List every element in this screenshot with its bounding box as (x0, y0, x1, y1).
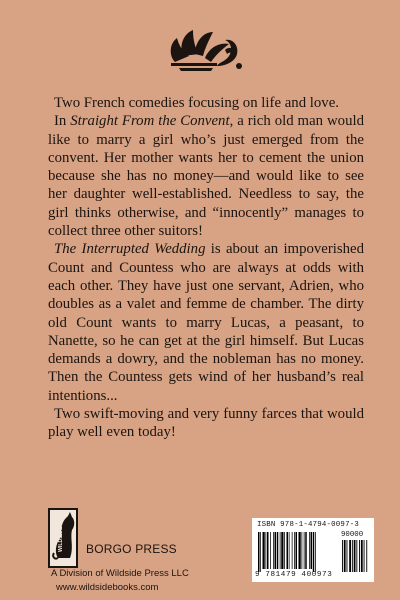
blurb-convent-text: , a rich old man would like to marry a girl who’s just emerged from the convent. Her mother wants her to cement the union because she has no money—and would like to see her daughter well-established. Needless to say, the girl thinks otherwise, and “innocently” manages to collect three other suitors! (48, 113, 364, 240)
barcode-bar (275, 532, 277, 569)
blurb-paragraph-wedding (48, 240, 364, 405)
barcode-addon-bar (342, 540, 343, 572)
barcode-bar (267, 532, 269, 569)
barcode-bar (260, 532, 261, 572)
barcode-bar (305, 532, 307, 569)
barcode-addon-bar (356, 540, 357, 572)
publisher-division: A Division of Wildside Press LLC (51, 568, 189, 579)
price-code: 90000 (341, 531, 364, 539)
barcode-bar (299, 532, 301, 569)
barcode-bar (266, 532, 267, 569)
title-straight-from-the-convent: Straight From the Convent (70, 113, 230, 130)
logo-wildside-text: WILDSIDE (58, 526, 64, 552)
barcode-addon-bar (364, 540, 365, 572)
barcode-bar (277, 532, 279, 569)
barcode-bar (289, 532, 290, 569)
blurb-paragraph-intro: Two French comedies focusing on life and love. (54, 95, 339, 111)
barcode-bar (258, 532, 260, 572)
blurb-wedding-text: is about an impoverished Count and Countess who are always at odds with each other. They have just one servant, Adrien, who doubles as a valet and femme de chamber. The dirty old Count wants to marry Lucas, a peasant, to Nanette, so he can get at the girl himself. But Lucas demands a dowry, and the nobleman has no money. Then the Countess gets wind of her husband’s real intentions... (48, 241, 364, 404)
flower-ornament-icon (165, 26, 245, 74)
barcode-bar (273, 532, 274, 569)
publisher-name: BORGO PRESS (86, 542, 177, 556)
blurb-convent-lead: In (54, 113, 71, 130)
barcode-bar (311, 532, 313, 569)
barcode-addon-bar (366, 540, 367, 572)
barcode-addon-bar (359, 540, 360, 572)
barcode-addon-bar (354, 540, 356, 572)
barcode-bar (284, 532, 285, 569)
barcode-bar (270, 532, 271, 569)
barcode-addon-bar (361, 540, 363, 572)
barcode-digits: 9 781479 400973 (255, 571, 333, 579)
barcode-addon-bar (349, 540, 351, 572)
barcode-addon-bar (352, 540, 353, 572)
barcode-bar (294, 532, 295, 569)
isbn-barcode (252, 518, 374, 582)
barcode-bar (280, 532, 281, 569)
barcode-bar (287, 532, 289, 569)
blurb-paragraph-closing: Two swift-moving and very funny farces that would play well even today! (48, 406, 364, 441)
wildside-cat-logo-icon (48, 508, 78, 568)
title-interrupted-wedding: The Interrupted Wedding (54, 241, 206, 258)
barcode-addon-bar (347, 540, 348, 572)
barcode-bar (292, 532, 293, 569)
blurb-text (48, 94, 364, 442)
barcode-bars (258, 532, 370, 572)
barcode-bar (304, 532, 305, 569)
barcode-bar (309, 532, 310, 569)
barcode-bar (281, 532, 283, 569)
publisher-website: www.wildsidebooks.com (56, 582, 159, 593)
barcode-bar (296, 532, 298, 569)
barcode-bar (302, 532, 303, 569)
blurb-paragraph-convent (48, 112, 364, 240)
barcode-bar (263, 532, 265, 569)
barcode-bar (313, 532, 315, 572)
barcode-bar (315, 532, 316, 572)
barcode-addon-bar (344, 540, 346, 572)
isbn-label: ISBN 978-1-4794-0097-3 (257, 521, 359, 529)
